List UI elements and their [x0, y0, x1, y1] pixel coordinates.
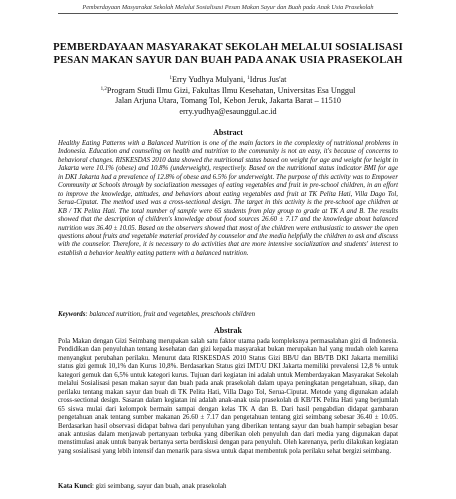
- author-email: erry.yudhya@esaunggul.ac.id: [179, 106, 277, 116]
- abstract-en-body: Healthy Eating Patterns with a Balanced Nutrition is one of the main factors in the complexity of nutritional problems in Indonesia. Education and counseling on health and nutrition to the community is not an easy, it's because of concerns to behavioral changes. RISKESDAS 2010 data showed the nutritional status based on weight for age and weight for height in Jakarta were 10.1% (obese) and 10.8% (underweight), respectively. Based on the nutritional status indicator BMI for age in DKI Jakarta had a prevalence of 12.8% of obese and 6.5% for underweight. The purpose of this activity was to Empower Community at Schools through by socialization messages of eating vegetables and fruit in pre-school children, in an effort to improve the knowledge, attitudes, and behaviors about eating vegetables and fruit at TK Pelita Hati, Villa Dago Tol, Serua-Ciputat. The method used was a cross-sectional design. The target in this activity is the pre-school age children at KB / TK Pelita Hati. The total number of sample were 65 students from play group to grade at TK A and B. The results showed that the description of children's knowledge about food sources 26.60 ± 7.17 and the knowledge about balanced nutrition was 36.40 ± 10.05. Based on the observers showed that most of the children were enthusiastic to answer the open questions about fruits and vegetable material provided by counselor and the media helpfully the children to ask and discuss with the counselor. Therefore, it is necessary to do activities that are more intensive socialization and students' interest to establish a behavior healthy eating pattern with a balanced nutrition.: [58, 140, 398, 257]
- keywords-en-text: : balanced nutrition, fruit and vegetables, preschools children: [85, 311, 255, 318]
- title-line-1: PEMBERDAYAAN MASYARAKAT SEKOLAH MELALUI SOSIALISASI: [53, 42, 403, 53]
- header-rule: [58, 13, 398, 14]
- running-header: Pemberdayaan Masyarakat Sekolah Melalui Sosialisasi Pesan Makan Sayur dan Buah pada Anak Usia Prasekolah: [82, 4, 374, 11]
- affiliation-line-1: [58, 86, 398, 97]
- abstract-id-heading: Abstrak: [213, 326, 242, 335]
- author-1-name: Erry Yudhya Mulyani,: [172, 75, 248, 84]
- abstract-id-body: Pola Makan dengan Gizi Seimbang merupakan salah satu faktor utama pada kompleksnya permasalahan gizi di Indonesia. Pendidikan dan penyuluhan tentang kesehatan dan gizi kepada masyarakat bukan merupakan hal yang mudah oleh karena menyangkut perubahan perilaku. Menurut data RISKESDAS 2010 Status Gizi BB/U dan BB/TB DKI Jakarta memiliki status gizi gemuk 10,1% dan Kurus 10,8%. Berdasarkan Status gizi IMT/U DKI Jakarta memiliki prevalensi 12,8 % untuk kategori gemuk dan 6,5% untuk kategori kurus. Tujuan dari kegiatan ini adalah untuk Memberdayakan Masyarakat Sekolah melalui Sosialisasi pesan makan sayur dan buah pada anak prasekolah dalam upaya peningkatan pengetahuan, sikap, dan perilaku tentang makan sayur dan buah di TK Pelita Hati, Villa Dago Tol, Serua-Ciputat. Metode yang digunakan adalah cross-sectional design. Sasaran dalam kegiatan ini adalah anak-anak usia prasekolah di KB/TK Pelita Hati yang berjumlah 65 siswa mulai dari kelompok bermain sampai dengan kelas TK A dan B. Dari hasil pengabdian didapat gambaran pengetahuan anak tentang sumber makanan 26.60 ± 7.17 dan pengetahuan tentang gizi seimbang sebesar 36.40 ± 10.05. Berdasarkan hasil observasi didapat bahwa dari penyuluhan yang diberikan tentang sayur dan buah hampir sebagian besar anak antusias dalam menjawab pertanyaan terbuka yang diberikan oleh penyuluh dan dari media yang digunakan dapat menstimulasi anak untuk banyak bertanya serta berdiskusi dengan para penyuluh. Oleh karenanya, perlu dilakukan kegiatan yang sosialisasi yang lebih intensif dan menarik para siswa untuk dapat membentuk pola perilaku sehat bergizi seimbang.: [58, 338, 398, 455]
- author-block: [58, 75, 398, 117]
- keywords-en-label: Keywords: [58, 311, 86, 318]
- paper-title: [40, 41, 416, 67]
- author-names: [58, 75, 398, 86]
- keywords-en: [58, 310, 398, 319]
- keywords-id: [58, 482, 398, 491]
- keywords-id-label: Kata Kunci: [58, 483, 93, 490]
- affiliation-line-2: Jalan Arjuna Utara, Tomang Tol, Kebon Jeruk, Jakarta Barat – 11510: [115, 96, 341, 106]
- title-line-2: PESAN MAKAN SAYUR DAN BUAH PADA ANAK USIA PRASEKOLAH: [53, 55, 403, 66]
- abstract-en-heading: Abstract: [213, 128, 243, 137]
- affiliation-text-1: Program Studi Ilmu Gizi, Fakultas Ilmu Kesehatan, Universitas Esa Unggul: [106, 85, 356, 95]
- author-2-name: Idrus Jus'at: [249, 75, 287, 84]
- affiliation-superscript: 1,2: [100, 86, 107, 92]
- keywords-id-text: : gizi seimbang, sayur dan buah, anak prasekolah: [92, 483, 227, 490]
- author-2-superscript: 1: [247, 76, 250, 81]
- author-1-superscript: 1: [169, 76, 173, 81]
